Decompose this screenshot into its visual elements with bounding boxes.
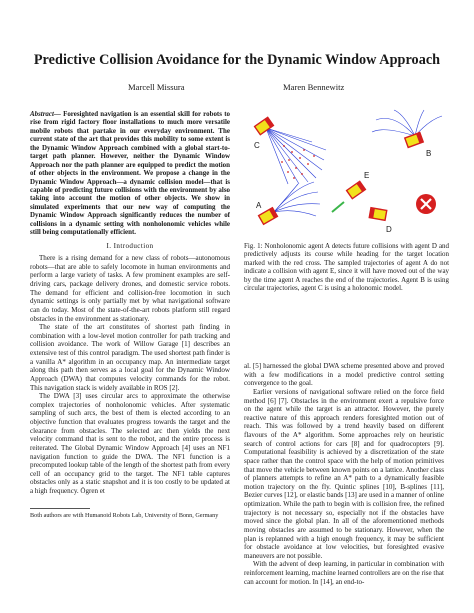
left-column bbox=[30, 110, 230, 519]
figure-label-c: C bbox=[254, 141, 260, 150]
figure-label-a: A bbox=[256, 201, 262, 210]
footnote-divider bbox=[30, 508, 90, 509]
footnote: Both authors are with Humanoid Robots Lab, University of Bonn, Germany bbox=[30, 511, 219, 519]
agent-e bbox=[347, 181, 366, 198]
agent-a bbox=[259, 208, 278, 225]
figure-illustration bbox=[244, 108, 449, 236]
figure-label-d: D bbox=[386, 225, 392, 234]
agent-c-trajectories bbox=[266, 128, 326, 184]
figure-label-e: E bbox=[364, 171, 370, 180]
target-marker-icon bbox=[416, 194, 436, 214]
paper-title: Predictive Collision Avoidance for the Dynamic Window Approach bbox=[33, 52, 441, 68]
agent-a-trajectories bbox=[274, 182, 320, 216]
body-paragraph: The state of the art constitutes of shortest path finding in combination with a low-level motion controller for path tracking and collision avoidance. The work of Willow Garage [1] describes an extensive test of this control paradigm. The used shortest path finder is a vanilla A* algorithm in an occupancy map. An intermediate target along this path then serves as a local goal for the Dynamic Window Approach (DWA) that computes velocity commands for the robot. This navigation stack is widely available in ROS [2]. bbox=[30, 323, 230, 392]
author-name: Maren Bennewitz bbox=[283, 82, 345, 92]
body-paragraph: With the advent of deep learning, in particular in combination with reinforcement learning, machine learned controllers are on the rise that can account for motion. In [14], an end-to- bbox=[244, 560, 444, 586]
agent-c bbox=[255, 117, 274, 134]
agent-b-trajectories bbox=[372, 110, 442, 136]
abstract-label: Abstract— bbox=[30, 110, 61, 118]
figure-1 bbox=[244, 108, 449, 236]
agent-d bbox=[369, 208, 386, 221]
body-paragraph: There is a rising demand for a new class of robots—autonomous robots—that are able to safely locomote in human environments and perform a large variety of tasks. A few prominent examples are self-driving cars, package delivery drones, and domestic service robots. The demand for efficient and collision-free locomotion in such dynamic settings is only partially met by what navigational software can do today. Most of the state-of-the-art robots platform still regard obstacles in the environment as stationary. bbox=[30, 254, 230, 323]
agent-b bbox=[405, 133, 423, 148]
agent-e-arrow bbox=[332, 202, 344, 212]
body-paragraph: al. [5] harnessed the global DWA scheme presented above and proved with a few modifications in a model predictive control setting convergence to the goal. bbox=[244, 362, 444, 388]
body-paragraph: Earlier versions of navigational software relied on the force field method [6] [7]. Obstacles in the environment exert a repulsive force on the agent while the target is an attractor. However, the purely reactive nature of this approach renders foresighted motion out of reach. This was followed by a trend heavily based on different flavours of the A* algorithm. Some approaches rely on heuristic search of control actions for cars [8] and for quadrocopters [9]. Computational feasibility is achieved by a discretization of the state space rather than the control space with the help of motion primitives that move the vehicle between known points on a lattice. Another class of planners attempts to refine an A* path to a dynamically feasible motion trajectory on the fly. Quintic splines [10], B-splines [11], Bezier curves [12], or elastic bands [13] are used in a manner of online optimization. While the path to begin with is collision free, the refined trajectory is not necessary so, especially not if the obstacles have moved since the global plan. In all of the aforementioned methods moving obstacles are assumed to be stationary. However, when the plan is replanned with a high enough frequency, it may be sufficient for obstacle avoidance at low velocities, but foresighted evasive maneuvers are not possible. bbox=[244, 387, 444, 560]
abstract-text: Foresighted navigation is an essential skill for robots to rise from rigid factory floor installations to much more versatile mobile robots that partake in our everyday environment. The current state of the art that provides this mobility to some extent is the Dynamic Window Approach combined with a global start-to-target path planner. However, neither the Dynamic Window Approach nor the path planner are equipped to predict the motion of other objects in the environment. We propose a change in the Dynamic Window Approach—a dynamic collision model—that is capable of predicting future collisions with the environment by also taking into account the motion of other objects. We show in simulated experiments that our new way of computing the Dynamic Window Approach significantly reduces the number of collisions in a dynamic setting with nonholonomic vehicles while still being computationally efficient. bbox=[30, 110, 230, 237]
body-paragraph: The DWA [3] uses circular arcs to approximate the otherwise complex trajectories of nonholonomic vehicles. After systematic sampling of such arcs, the best of them is elected according to an objective function that evaluates progress towards the target and the clearance from obstacles. The selected arc then yields the next velocity command that is sent to the robot, and the entire process is reiterated. The Global Dynamic Window Approach [4] uses an NF1 navigation function to guide the DWA. The NF1 function is a precomputed lookup table of the length of the shortest path from every cell of an occupancy grid to the target. The NF1 table captures obstacles only as a static snapshot and it is too costly to be updated at a high frequency. Ögren et bbox=[30, 392, 230, 496]
figure-caption: Fig. 1: Nonholonomic agent A detects future collisions with agent D and predictively adjusts its course while heading for the target location marked with the red cross. The sampled trajectories of agent A do not indicate a collision with agent E, since it will have moved out of the way by the time agent A reaches the end of the trajectories. Agent B is using circular trajectories, agent C is using a holonomic model. bbox=[244, 242, 449, 293]
figure-label-b: B bbox=[426, 149, 432, 158]
abstract bbox=[30, 110, 230, 237]
right-column bbox=[244, 362, 444, 586]
section-heading: I. Introduction bbox=[106, 241, 154, 250]
author-name: Marcell Missura bbox=[128, 82, 185, 92]
